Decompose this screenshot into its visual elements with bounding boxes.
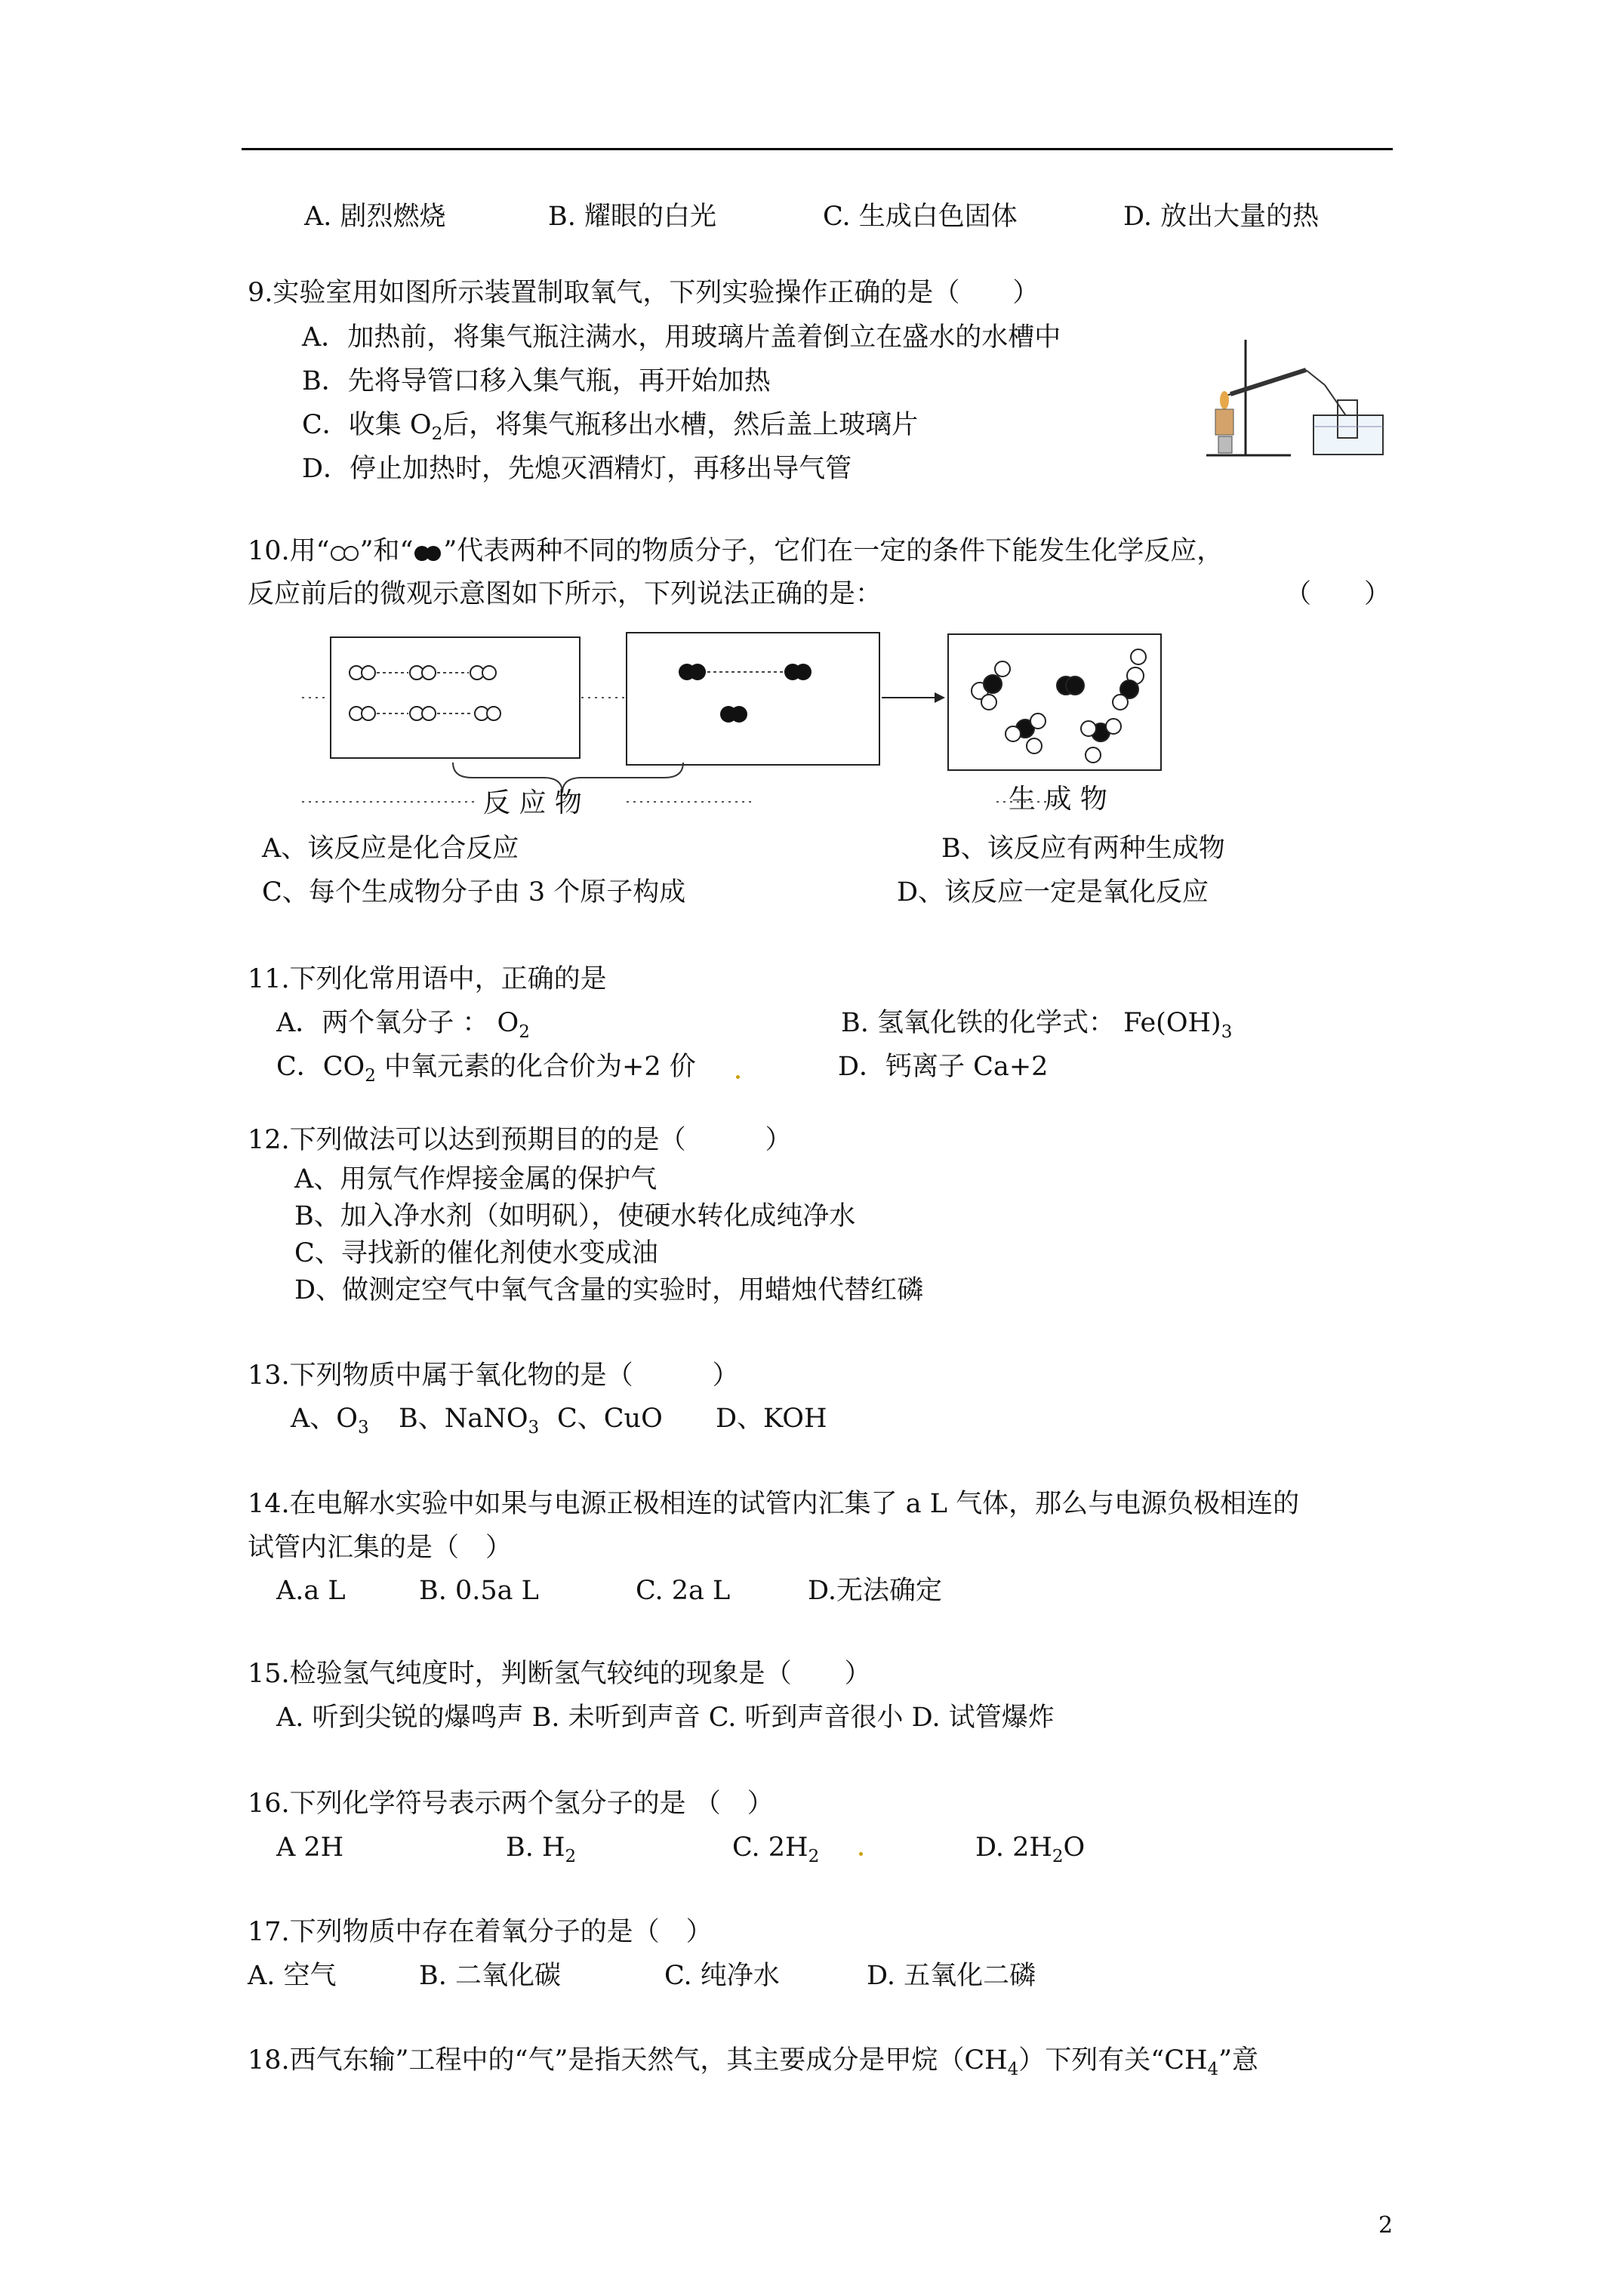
black-molecule-icon	[413, 545, 443, 562]
q11-option-d: D．钙离子 Ca+2	[838, 1052, 1049, 1082]
q12-stem: 12.下列做法可以达到预期目的的是（ ）	[248, 1125, 792, 1155]
q12-option-a: A、用氖气作焊接金属的保护气	[294, 1164, 658, 1194]
q14-option-b: B. 0.5a L	[419, 1576, 539, 1606]
reactant-label: 反 应 物	[483, 787, 582, 818]
q8-option-b: B. 耀眼的白光	[548, 202, 716, 232]
stray-dot-mark	[859, 1852, 863, 1856]
q9-option-d: D．停止加热时，先熄灭酒精灯，再移出导气管	[302, 454, 852, 484]
q17-option-a: A. 空气	[248, 1961, 337, 1991]
q8-option-d: D. 放出大量的热	[1123, 202, 1320, 232]
stray-dot-mark	[736, 1075, 740, 1079]
q10-answer-parentheses: （ ）	[1285, 579, 1391, 609]
q10-option-b: B、该反应有两种生成物	[941, 834, 1225, 864]
q13-option-d: D、KOH	[716, 1404, 827, 1434]
page-number: 2	[1378, 2212, 1394, 2239]
q10-option-d: D、该反应一定是氧化反应	[897, 877, 1209, 908]
reaction-diagram	[302, 627, 1238, 823]
q16-option-c: C. $2H_2$	[732, 1832, 820, 1866]
q8-option-c: C. 生成白色固体	[823, 202, 1018, 232]
q13-stem: 13.下列物质中属于氧化物的是（ ）	[248, 1361, 739, 1391]
q10-option-c: C、每个生成物分子由 3 个原子构成	[262, 877, 686, 908]
q9-option-c: C．收集 $O_2$后，将集气瓶移出水槽，然后盖上玻璃片	[302, 410, 919, 444]
q9-stem: 9.实验室用如图所示装置制取氧气，下列实验操作正确的是（ ）	[248, 278, 1039, 308]
q17-option-b: B. 二氧化碳	[419, 1961, 561, 1991]
q14-option-a: A.a L	[276, 1576, 346, 1606]
q10-option-a: A、该反应是化合反应	[262, 834, 519, 864]
q14-stem-line-1: 14.在电解水实验中如果与电源正极相连的试管内汇集了 a L 气体，那么与电源负极相连的	[248, 1489, 1300, 1519]
product-label: 生 成 物	[1009, 784, 1107, 815]
q16-stem: 16.下列化学符号表示两个氢分子的是 （ ）	[248, 1789, 774, 1819]
q14-option-d: D.无法确定	[808, 1576, 942, 1606]
header-rule	[242, 148, 1393, 150]
q16-option-d: D. $2H_2O$	[975, 1832, 1086, 1866]
oxygen-apparatus-figure	[1200, 325, 1389, 461]
q17-option-d: D. 五氧化二磷	[867, 1961, 1036, 1991]
q12-option-d: D、做测定空气中氧气含量的实验时，用蜡烛代替红磷	[294, 1275, 924, 1305]
q13-option-c: C、CuO	[557, 1404, 663, 1434]
q9-option-a: A．加热前，将集气瓶注满水，用玻璃片盖着倒立在盛水的水槽中	[302, 322, 1061, 353]
q11-option-b: B. 氢氧化铁的化学式： $Fe(OH)_3$	[841, 1008, 1233, 1042]
q16-option-b: B. $H_2$	[506, 1832, 577, 1866]
q10-stem-line-2: 反应前后的微观示意图如下所示，下列说法正确的是：	[248, 579, 882, 609]
q10-stem-line-1: 10.用“ ”和“ ”代表两种不同的物质分子，它们在一定的条件下能发生化学反应，	[248, 536, 1224, 566]
q11-option-c: C．$CO_2$ 中氧元素的化合价为+2 价	[276, 1052, 696, 1086]
q9-option-b: B．先将导管口移入集气瓶，再开始加热	[302, 366, 771, 396]
q17-stem: 17.下列物质中存在着氧分子的是（ ）	[248, 1917, 713, 1947]
q11-stem: 11.下列化常用语中，正确的是	[248, 964, 607, 994]
q13-option-a: A、$O_3$	[291, 1404, 369, 1438]
q12-option-c: C、寻找新的催化剂使水变成油	[294, 1238, 658, 1268]
q14-option-c: C. 2a L	[636, 1576, 731, 1606]
q18-stem: 18.西气东输”工程中的“气”是指天然气，其主要成分是甲烷$(CH_4)$下列有关“$CH_4$”意	[248, 2045, 1259, 2079]
q15-stem: 15.检验氢气纯度时，判断氢气较纯的现象是（ ）	[248, 1659, 871, 1689]
q11-option-a: A．两个氧分子 ： $O_2$	[276, 1008, 530, 1042]
q13-option-b: B、NaNO$_3$	[399, 1404, 540, 1438]
q16-option-a: A 2H	[276, 1832, 344, 1863]
q14-stem-line-2: 试管内汇集的是（ ）	[248, 1533, 513, 1563]
q15-options: A. 听到尖锐的爆鸣声 B. 未听到声音 C. 听到声音很小 D. 试管爆炸	[276, 1703, 1055, 1733]
q12-option-b: B、加入净水剂（如明矾），使硬水转化成纯净水	[294, 1201, 856, 1231]
q8-option-a: A. 剧烈燃烧	[304, 202, 446, 232]
white-molecule-icon	[330, 545, 360, 562]
q17-option-c: C. 纯净水	[664, 1961, 780, 1991]
